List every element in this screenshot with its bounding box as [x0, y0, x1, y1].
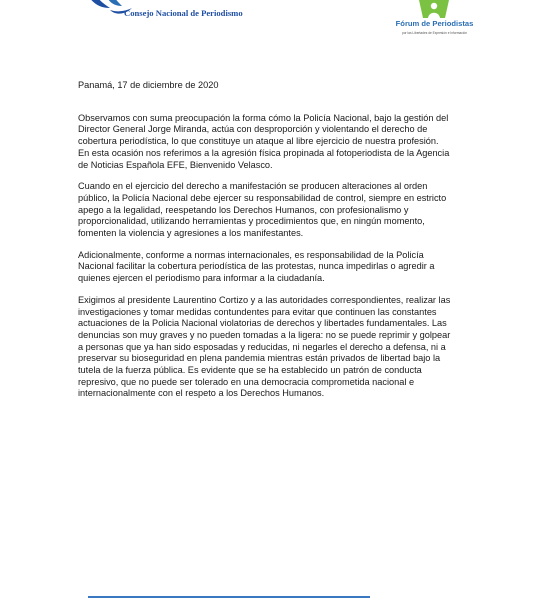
- paragraph-line: de Noticias Española EFE, Bienvenido Velasco.: [78, 159, 273, 170]
- forum-logo: [382, 0, 487, 44]
- paragraph-line: Nacional facilitar la cobertura periodística de las protestas, nunca impedirlas o agredir a: [78, 261, 435, 272]
- paragraph-line: fomenten la violencia y agresiones a los manifestantes.: [78, 228, 304, 239]
- paragraph-line: En esta ocasión nos referimos a la agresión física propinada al fotoperiodista de la Agencia: [78, 147, 450, 158]
- paragraph-line: quienes ejercen el periodismo para informar a la ciudadanía.: [78, 273, 325, 284]
- paragraph-line: actuaciones de la Policia Nacional violatorias de derechos y libertades fundamentales. Las: [78, 318, 447, 329]
- cnp-name: Consejo Nacional de Periodismo: [124, 8, 243, 18]
- paragraph-line: investigaciones y tomar medidas contundentes para evitar que continuen las constantes: [78, 306, 437, 317]
- paragraph-3: [78, 250, 483, 285]
- paragraph-line: tutela de la fuerza pública. Es evidente que se ha establecido un patrón de conducta: [78, 365, 422, 376]
- paragraph-line: Director General Jorge Miranda, actúa con desproporción y violentando el derecho de: [78, 124, 428, 135]
- forum-tagline: por las Libertades de Expresión e Información: [401, 31, 468, 35]
- paragraph-line: denuncias son muy graves y no pueden tomadas a la ligera: no se puede reprimir y golpear: [78, 329, 451, 340]
- letter-body: [78, 80, 483, 410]
- paragraph-line: represivo, que no puede ser tolerado en una democracia comprometida nacional e: [78, 376, 415, 387]
- paragraph-1: [78, 113, 483, 172]
- paragraph-line: Cuando en el ejercicio del derecho a manifestación se producen alteraciones al orden: [78, 181, 428, 192]
- paragraph-line: Exigimos al presidente Laurentino Cortizo y a las autoridades correspondientes, realizar las: [78, 294, 451, 305]
- forum-logo-icon: [415, 0, 453, 18]
- paragraph-line: preservar su bioseguridad en plena pandemia mientras están privados de libertad bajo la: [78, 353, 441, 364]
- paragraph-line: Adicionalmente, conforme a normas internacionales, es responsabilidad de la Policía: [78, 249, 424, 260]
- paragraph-line: internacionalmente con el respeto a los Derechos Humanos.: [78, 388, 325, 399]
- paragraph-line: Observamos con suma preocupación la forma cómo la Policía Nacional, bajo la gestión del: [78, 112, 449, 123]
- paragraph-line: público, la Policía Nacional debe ejercer su responsabilidad de control, siempre en estricto: [78, 192, 447, 203]
- paragraph-line: apego a la legalidad, reespetando los Derechos Humanos, con profesionalismo y: [78, 204, 409, 215]
- letterhead: [0, 0, 560, 50]
- paragraph-line: a personas que ya han sido esposadas y reducidas, ni negarles el derecho a defensa, ni a: [78, 341, 446, 352]
- forum-name: Fórum de Periodistas: [395, 19, 474, 28]
- paragraph-line: cobertura periodística, lo que constituye un ataque al libre ejercicio de nuestra profesión.: [78, 136, 439, 147]
- paragraph-line: proporcionalidad, utilizando herramientas y procedimientos que, en ningún momento,: [78, 216, 425, 227]
- cnp-logo: [86, 0, 246, 28]
- letter-date: Panamá, 17 de diciembre de 2020: [78, 80, 219, 90]
- footer-divider: [88, 596, 370, 598]
- paragraph-2: [78, 181, 483, 240]
- paragraph-4: [78, 295, 483, 400]
